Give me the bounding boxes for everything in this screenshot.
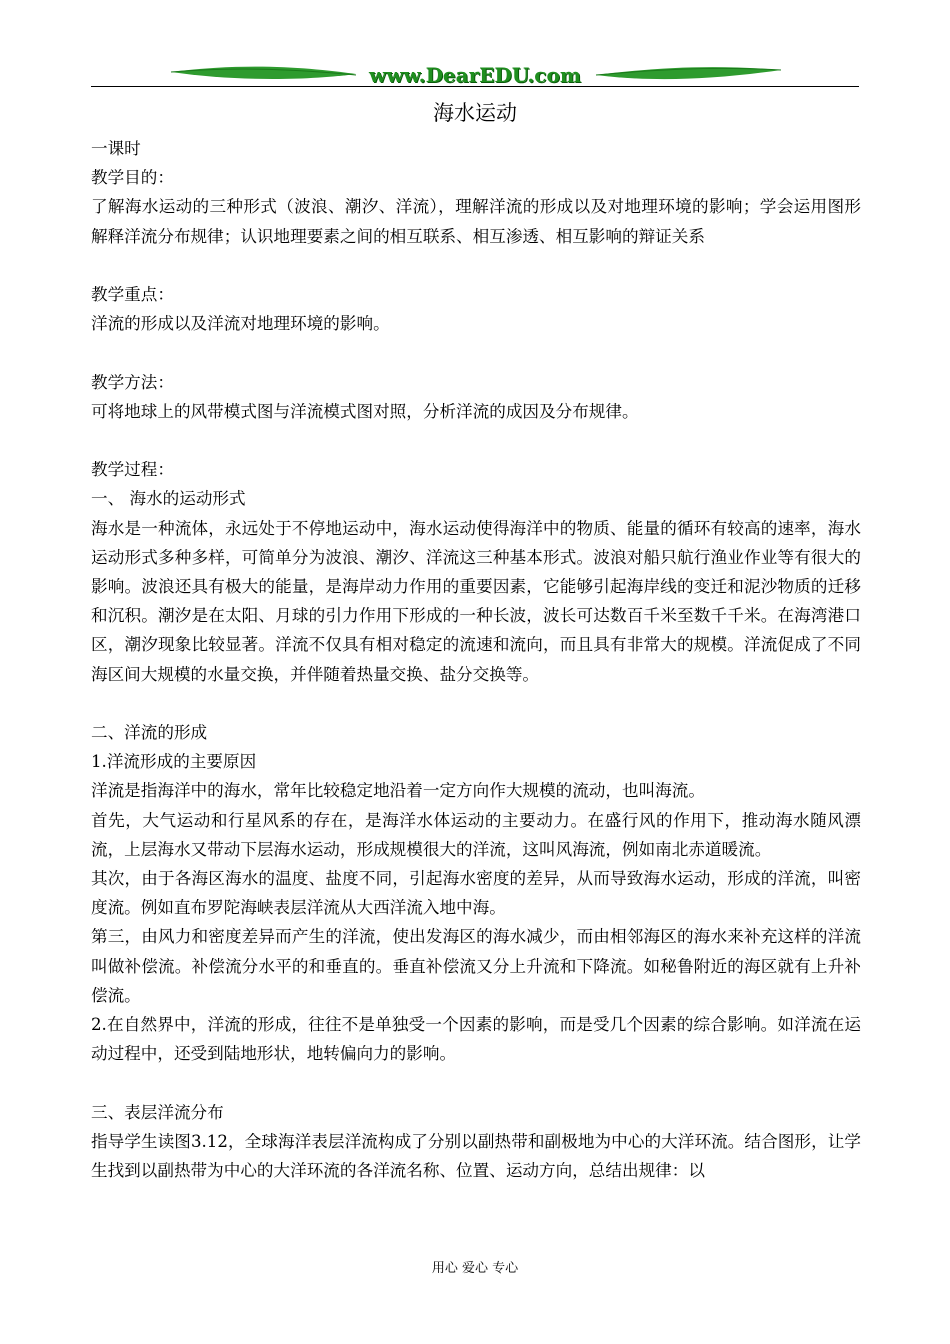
document-title: 海水运动 xyxy=(433,101,517,125)
paragraph: 可将地球上的风带模式图与洋流模式图对照，分析洋流的成因及分布规律。 xyxy=(91,401,639,421)
blank-line xyxy=(91,1068,861,1097)
paragraph: 教学重点： xyxy=(91,285,174,304)
subsection-heading: 1.洋流形成的主要原因 xyxy=(91,752,257,772)
paragraph: 指导学生读图3.12，全球海洋表层洋流构成了分别以副热带和副极地为中心的大洋环流。结合图形，让学生找到以副热带为中心的大洋环流的各洋流名称、位置、运动方向，总结出规律：以 xyxy=(91,1131,861,1181)
header-rule xyxy=(91,86,859,87)
page-footer: 用心 爱心 专心 xyxy=(431,1261,519,1276)
paragraph: 2.在自然界中，洋流的形成，往往不是单独受一个因素的影响，而是受几个因素的综合影响。如洋流在运动过程中，还受到陆地形状，地转偏向力的影响。 xyxy=(91,1015,861,1064)
paragraph: 教学方法： xyxy=(91,372,174,392)
paragraph: 海水是一种流体，永远处于不停地运动中，海水运动使得海洋中的物质、能量的循环有较高的速率，海水运动形式多种多样，可简单分为波浪、潮汐、洋流这三种基本形式。波浪对船只航行渔业作业等有很大的影响。波浪还具有极大的能量，是海岸动力作用的重要因素，它能够引起海岸线的变迁和泥沙物质的迁移和沉积。潮汐是在太阳、月球的引力作用下形成的一种长波，波长可达数百千米至数千千米。在海湾港口区，潮汐现象比较显著。洋流不仅具有相对稳定的流速和流向，而且具有非常大的规模。洋流促成了不同海区间大规模的水量交换，并伴随着热量交换、盐分交换等。 xyxy=(91,518,861,684)
paragraph: 其次，由于各海区海水的温度、盐度不同，引起海水密度的差异，从而导致海水运动，形成的洋流，叫密度流。例如直布罗陀海峡表层洋流从大西洋流入地中海。 xyxy=(91,869,861,918)
paragraph: 首先，大气运动和行星风系的存在，是海洋水体运动的主要动力。在盛行风的作用下，推动海水随风漂流，上层海水又带动下层海水运动，形成规模很大的洋流，这叫风海流，例如南北赤道暖流。 xyxy=(91,810,861,859)
paragraph: 教学目的： xyxy=(91,168,174,188)
blank-line xyxy=(91,426,861,455)
document-body xyxy=(91,134,861,1185)
blank-line xyxy=(91,338,861,367)
section-heading: 一、 海水的运动形式 xyxy=(91,489,246,509)
paragraph: 第三，由风力和密度差异而产生的洋流，使出发海区的海水减少，而由相邻海区的海水来补充这样的洋流叫做补偿流。补偿流分水平的和垂直的。垂直补偿流又分上升流和下降流。如秘鲁附近的海区就有上升补偿流。 xyxy=(91,927,861,1005)
paragraph: 洋流的形成以及洋流对地理环境的影响。 xyxy=(91,314,390,334)
paragraph: 教学过程： xyxy=(91,460,174,480)
section-heading: 二、洋流的形成 xyxy=(91,723,208,742)
blank-line xyxy=(91,251,861,280)
paragraph: 一课时 xyxy=(91,139,141,158)
paragraph: 洋流是指海洋中的海水，常年比较稳定地沿着一定方向作大规模的流动，也叫海流。 xyxy=(91,781,705,801)
paragraph: 了解海水运动的三种形式（波浪、潮汐、洋流），理解洋流的形成以及对地理环境的影响；学会运用图形解释洋流分布规律；认识地理要素之间的相互联系、相互渗透、相互影响的辩证关系 xyxy=(91,197,861,246)
blank-line xyxy=(91,689,861,718)
section-heading: 三、表层洋流分布 xyxy=(91,1102,224,1122)
header-site-url: www.DearEDU.com xyxy=(368,63,581,87)
